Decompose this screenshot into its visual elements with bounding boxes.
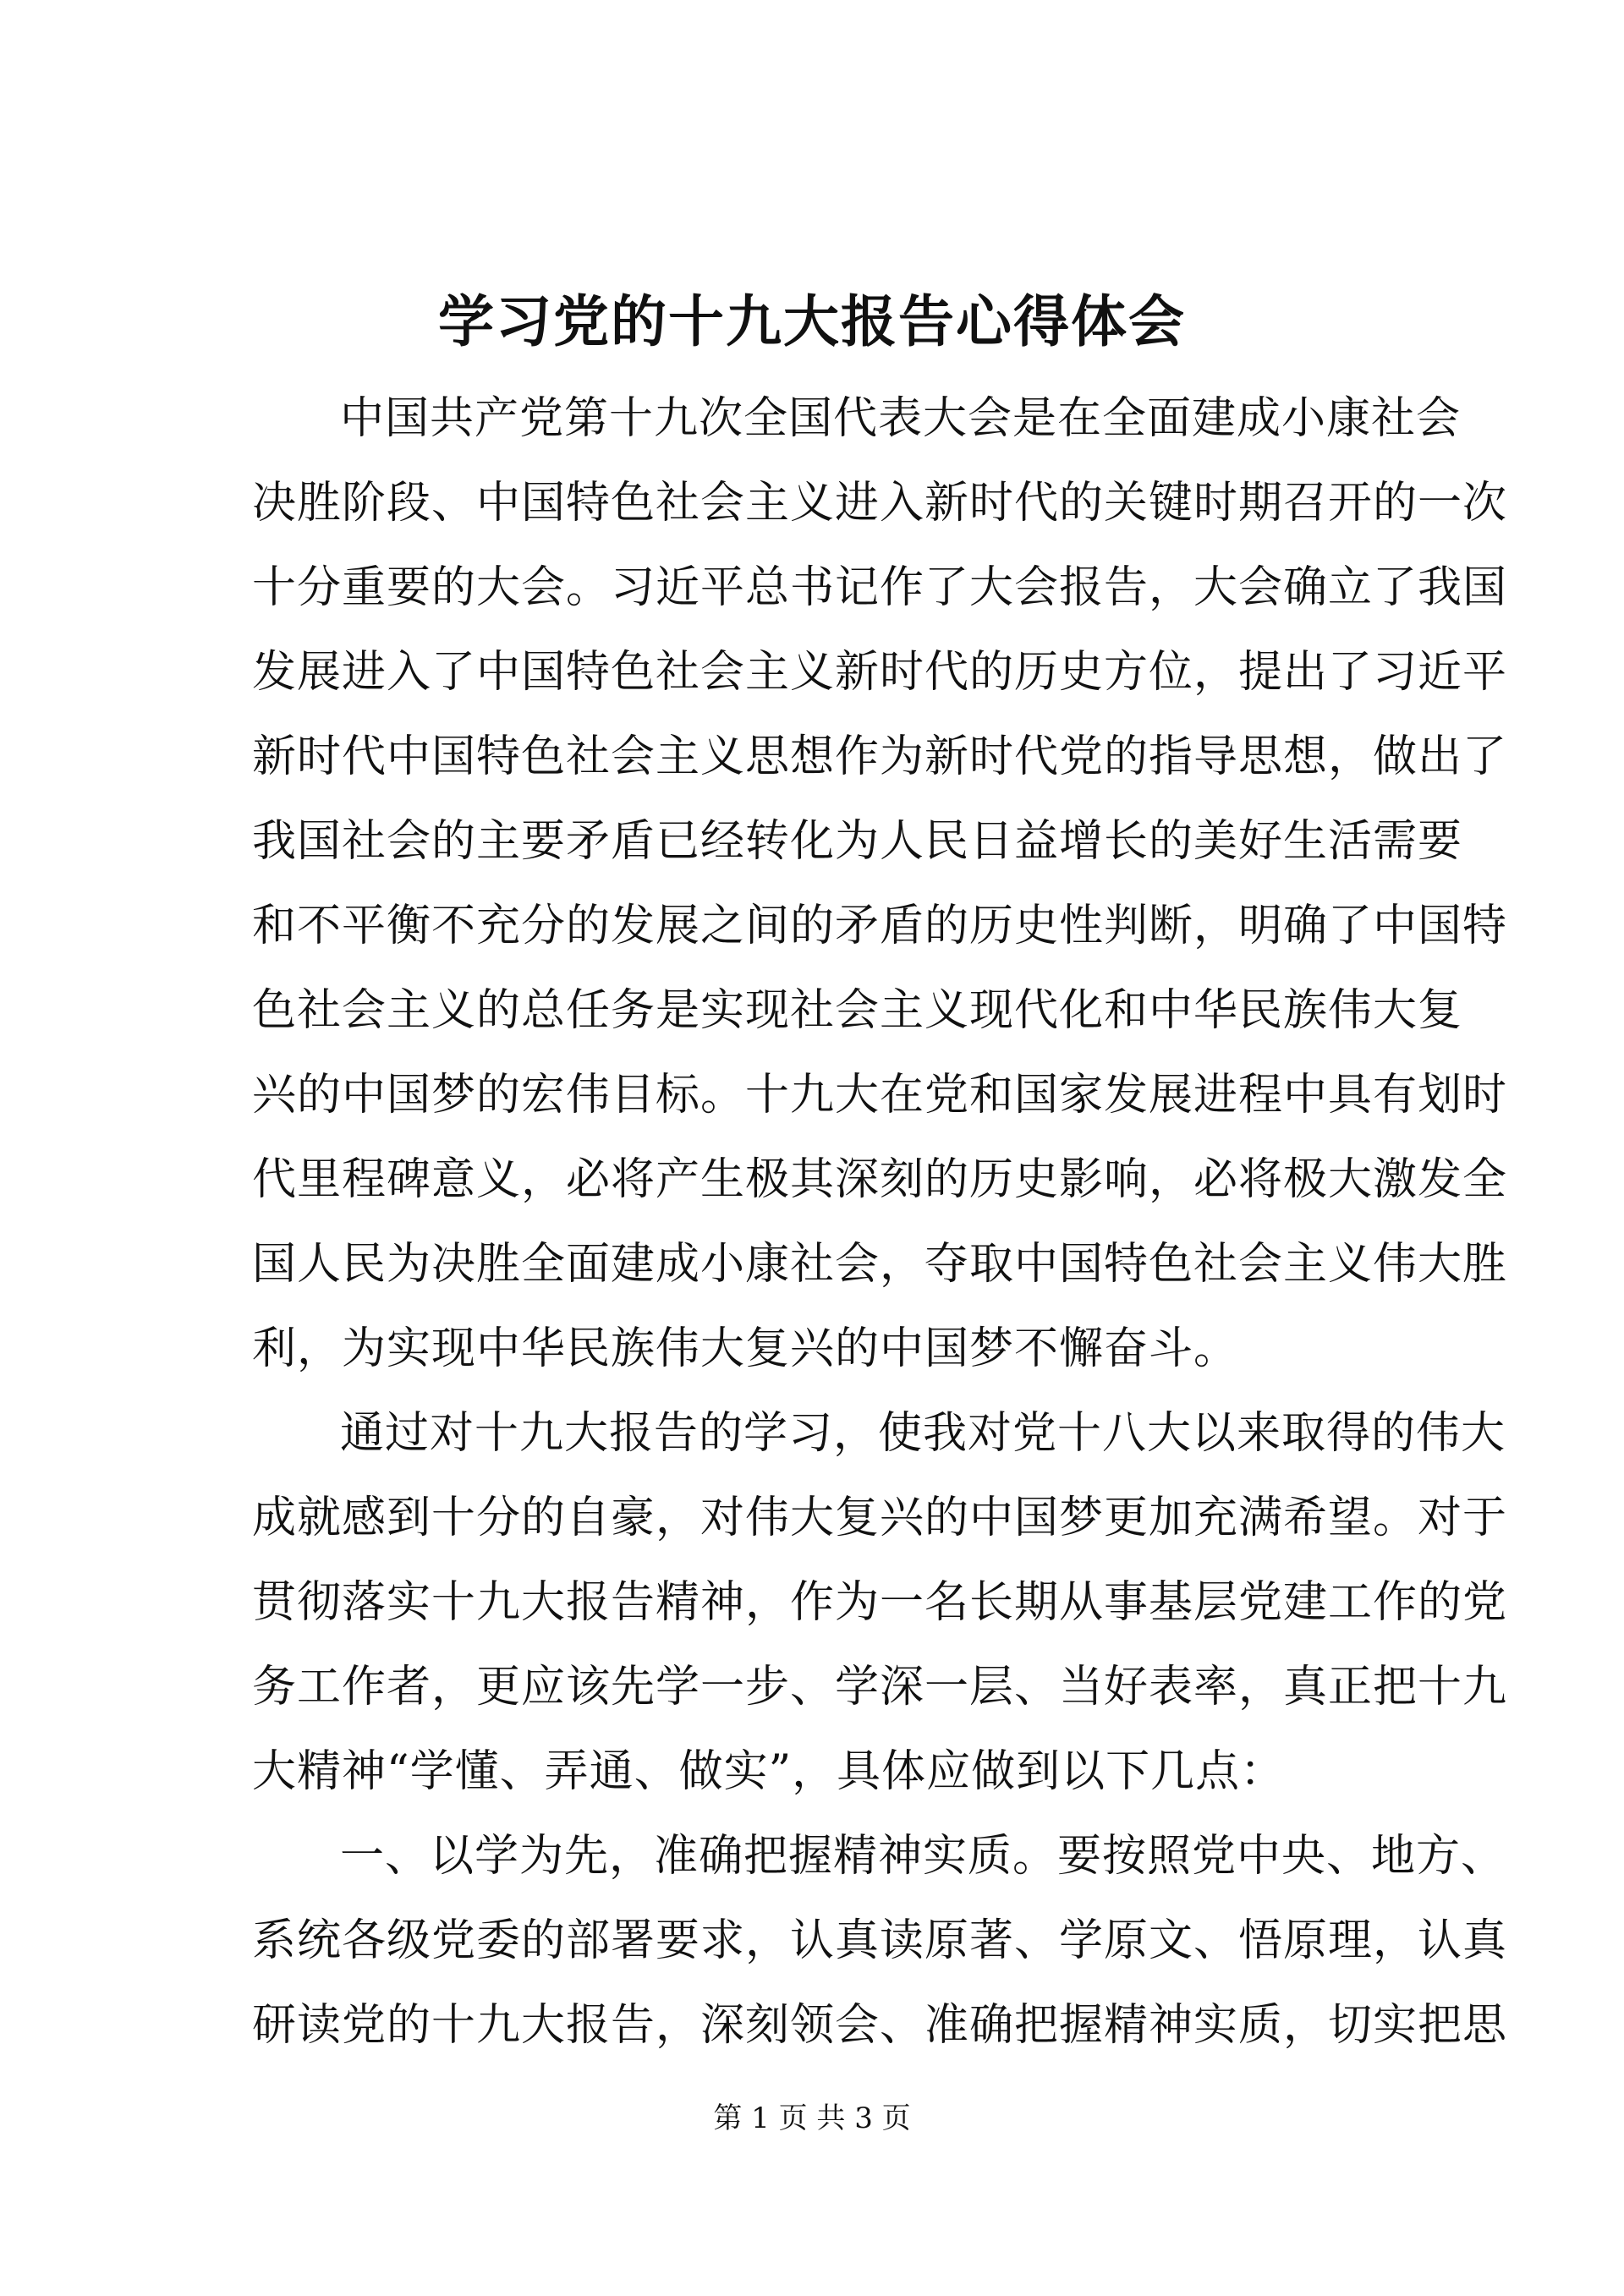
text-line: 和不平衡不充分的发展之间的矛盾的历史性判断，明确了中国特: [252, 901, 1508, 951]
text-line: 新时代中国特色社会主义思想作为新时代党的指导思想，做出了: [252, 732, 1508, 782]
paragraph-1: [252, 376, 1508, 1391]
text-line: 中国共产党第十九次全国代表大会是在全面建成小康社会: [340, 393, 1462, 444]
page-number-footer: 第 1 页 共 3 页: [713, 2101, 911, 2135]
text-line: 兴的中国梦的宏伟目标。十九大在党和国家发展进程中具有划时: [252, 1070, 1508, 1121]
text-line: 色社会主义的总任务是实现社会主义现代化和中华民族伟大复: [252, 985, 1463, 1036]
document-title: 学习党的十九大报告心得体会: [438, 288, 1186, 354]
text-line: 十分重要的大会。习近平总书记作了大会报告，大会确立了我国: [252, 562, 1508, 613]
text-line: 成就感到十分的自豪，对伟大复兴的中国梦更加充满希望。对于: [252, 1493, 1508, 1543]
text-line: 贯彻落实十九大报告精神，作为一名长期从事基层党建工作的党: [252, 1577, 1508, 1628]
text-line: 发展进入了中国特色社会主义新时代的历史方位，提出了习近平: [252, 647, 1508, 698]
text-line: 代里程碑意义，必将产生极其深刻的历史影响，必将极大激发全: [252, 1154, 1508, 1205]
text-line: 系统各级党委的部署要求，认真读原著、学原文、悟原理，认真: [252, 1915, 1508, 1966]
text-line: 决胜阶段、中国特色社会主义进入新时代的关键时期召开的一次: [252, 478, 1508, 529]
text-line: 我国社会的主要矛盾已经转化为人民日益增长的美好生活需要: [252, 816, 1463, 867]
text-line: 研读党的十九大报告，深刻领会、准确把握精神实质，切实把思: [252, 2000, 1508, 2051]
document-body: [252, 376, 1508, 2068]
text-line: 一、以学为先，准确把握精神实质。要按照党中央、地方、: [340, 1831, 1506, 1882]
text-line: 大精神“学懂、弄通、做实”，具体应做到以下几点：: [252, 1746, 1286, 1797]
paragraph-3: [252, 1814, 1508, 2068]
text-line: 通过对十九大报告的学习，使我对党十八大以来取得的伟大: [340, 1408, 1506, 1459]
text-line: 国人民为决胜全面建成小康社会，夺取中国特色社会主义伟大胜: [252, 1239, 1508, 1290]
text-line: 利，为实现中华民族伟大复兴的中国梦不懈奋斗。: [252, 1323, 1239, 1374]
text-line: 务工作者，更应该先学一步、学深一层、当好表率，真正把十九: [252, 1662, 1508, 1712]
paragraph-2: [252, 1391, 1508, 1814]
